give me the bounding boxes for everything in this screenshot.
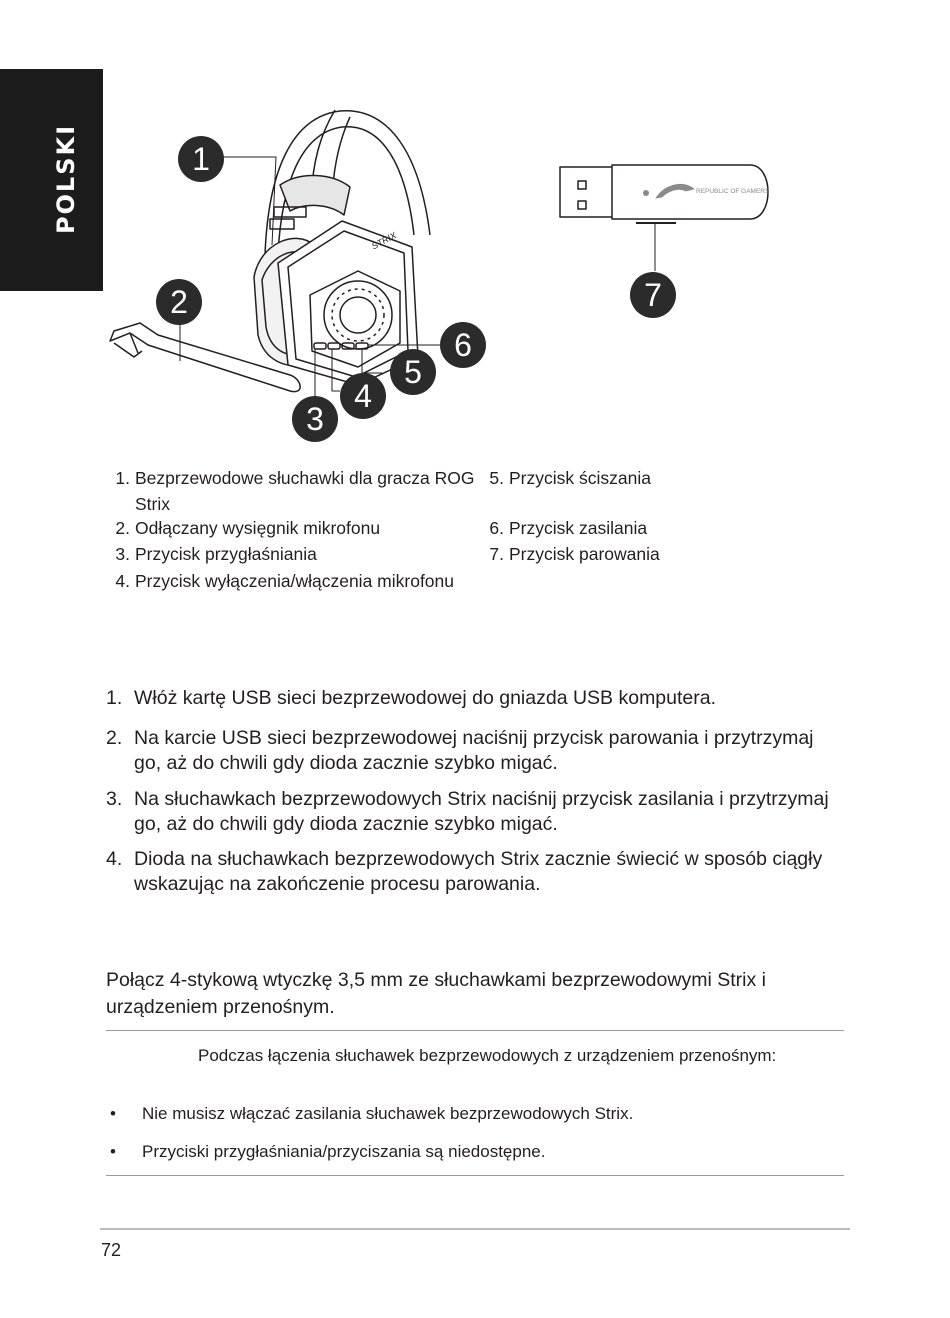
legend-item: 3. Przycisk przygłaśniania xyxy=(106,541,317,567)
legend-item: 7. Przycisk parowania xyxy=(480,541,660,567)
rog-logo-text: REPUBLIC OF GAMERS xyxy=(696,188,770,195)
note-box xyxy=(106,1045,826,1066)
note-bottom-divider xyxy=(106,1175,844,1176)
callout-2: 2 xyxy=(156,279,202,325)
step-text: Na karcie USB sieci bezprzewodowej naciśnij przycisk parowania i przytrzymaj go, aż do chwili gdy dioda zacznie szybko migać. xyxy=(134,727,814,774)
step-text: Włóż kartę USB sieci bezprzewodowej do gniazda USB komputera. xyxy=(134,687,717,709)
legend-item: 4. Przycisk wyłączenia/włączenia mikrofonu xyxy=(106,568,454,594)
callout-7: 7 xyxy=(630,272,676,318)
legend-item: 5. Przycisk ściszania xyxy=(480,465,651,491)
note-bullet-text: Przyciski przygłaśniania/przyciszania są niedostępne. xyxy=(142,1142,546,1161)
legend-item-label: Przycisk wyłączenia/włączenia mikrofonu xyxy=(135,571,454,591)
callout-5: 5 xyxy=(390,349,436,395)
legend-item-label: Przycisk ściszania xyxy=(509,468,651,488)
legend-item-label: Bezprzewodowe słuchawki dla gracza ROG Strix xyxy=(135,468,475,514)
legend-item-label: Przycisk przygłaśniania xyxy=(135,544,317,564)
legend-item-label: Przycisk zasilania xyxy=(509,518,648,538)
step-text: Na słuchawkach bezprzewodowych Strix naciśnij przycisk zasilania i przytrzymaj go, aż do chwili gdy dioda zacznie szybko migać. xyxy=(134,788,829,835)
note-text: Podczas łączenia słuchawek bezprzewodowych z urządzeniem przenośnym: xyxy=(198,1046,777,1065)
callout-4: 4 xyxy=(340,373,386,419)
strix-brand-text: STRIX xyxy=(369,230,398,252)
legend-item: 6. Przycisk zasilania xyxy=(480,515,647,541)
language-side-tab xyxy=(0,69,103,291)
callout-1: 1 xyxy=(178,136,224,182)
legend-item-label: Odłączany wysięgnik mikrofonu xyxy=(135,518,381,538)
language-label: POLSKI xyxy=(52,123,80,235)
legend-item: 1. Bezprzewodowe słuchawki dla gracza ROG Strix xyxy=(106,465,480,517)
page-number: 72 xyxy=(101,1240,122,1260)
step-text: Dioda na słuchawkach bezprzewodowych Strix zacznie świecić w sposób ciągły wskazując na zakończenie procesu parowania. xyxy=(134,848,823,895)
note-bullet-text: Nie musisz włączać zasilania słuchawek bezprzewodowych Strix. xyxy=(142,1104,634,1123)
legend-item-label: Przycisk parowania xyxy=(509,544,660,564)
footer-divider xyxy=(100,1228,850,1230)
callout-6: 6 xyxy=(440,322,486,368)
note-top-divider xyxy=(106,1030,844,1031)
legend-item: 2. Odłączany wysięgnik mikrofonu xyxy=(106,515,380,541)
callout-3: 3 xyxy=(292,396,338,442)
wired-connection-text: Połącz 4-stykową wtyczkę 3,5 mm ze słuchawkami bezprzewodowymi Strix i urządzeniem przenośnym. xyxy=(106,969,766,1018)
